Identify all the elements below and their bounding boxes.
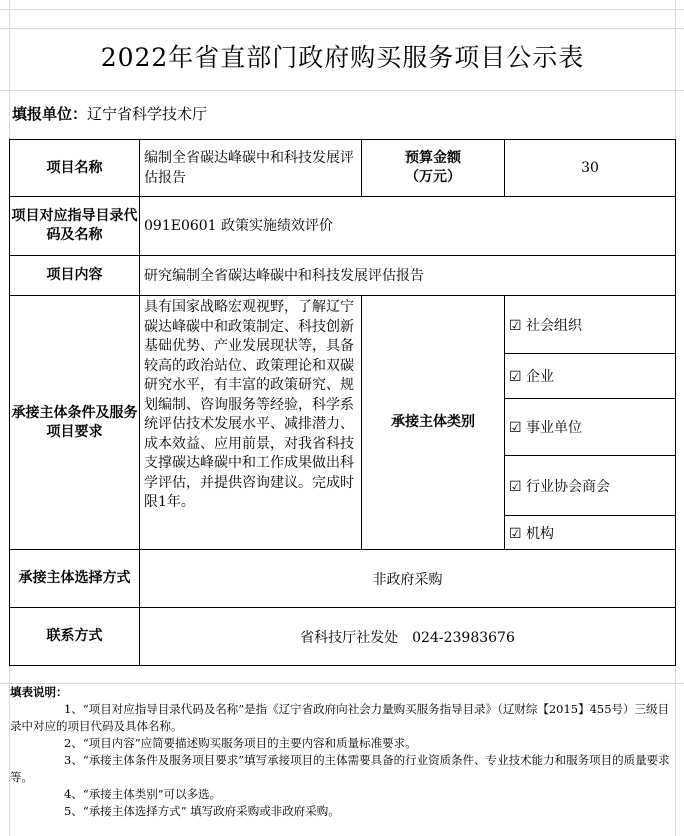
entity-type-option: ☑ 企业 — [505, 354, 676, 399]
project-table — [9, 139, 676, 666]
entity-type-option: ☑ 行业协会商会 — [505, 456, 676, 516]
entity-type-option: ☑ 社会组织 — [505, 296, 676, 354]
content-label: 项目内容 — [10, 256, 140, 296]
table-row — [10, 608, 676, 666]
catalog-label: 项目对应指导目录代码及名称 — [10, 197, 140, 256]
note-item: 4、“承接主体类别”可以多选。 — [64, 787, 222, 801]
budget-value: 30 — [505, 140, 676, 197]
selection-method-label: 承接主体选择方式 — [10, 550, 140, 608]
table-row — [10, 197, 676, 256]
reporting-unit — [12, 103, 207, 124]
requirements-value: 具有国家战略宏观视野，了解辽宁碳达峰碳中和政策制定、科技创新基础优势、产业发展现状等，具备较高的政治站位、政策理论和双碳研究水平，有丰富的政策研究、规划编制、咨询服务等经验，科学系统评估技术发展水平、减排潜力、成本效益、应用前景，对我省科技支撑碳达峰碳中和工作成果做出科学评估，并提供咨询建议。完成时限1年。 — [140, 296, 362, 550]
budget-label-line2: （万元） — [405, 169, 461, 185]
gridline — [0, 28, 684, 29]
note-item: 1、“项目对应指导目录代码及名称”是指《辽宁省政府向社会力量购买服务指导目录》（辽财综【2015】455号）三级目录中对应的项目代码及具体名称。 — [10, 702, 670, 733]
gridline — [0, 90, 684, 91]
contact-value: 省科技厅社发处 024-23983676 — [140, 608, 676, 666]
note-item: 3、“承接主体条件及服务项目要求”填写承接项目的主体需要具备的行业资质条件、专业技术能力和服务项目的质量要求等。 — [10, 753, 670, 784]
note-item: 2、“项目内容”应简要描述购买服务项目的主要内容和质量标准要求。 — [64, 736, 417, 750]
budget-label-line1: 预算金额 — [405, 150, 461, 166]
table-row — [10, 140, 676, 197]
table-row — [10, 550, 676, 608]
entity-type-label: 承接主体类别 — [362, 296, 505, 550]
catalog-value: 091E0601 政策实施绩效评价 — [140, 197, 676, 256]
requirements-label: 承接主体条件及服务项目要求 — [10, 296, 140, 550]
note-item: 5、“承接主体选择方式” 填写政府采购或非政府采购。 — [64, 804, 340, 818]
table-row — [10, 256, 676, 296]
content-value: 研究编制全省碳达峰碳中和科技发展评估报告 — [140, 256, 676, 296]
project-name-label: 项目名称 — [10, 140, 140, 197]
form-notes — [10, 684, 678, 820]
budget-label — [362, 140, 505, 197]
page-title: 2022年省直部门政府购买服务项目公示表 — [100, 43, 585, 72]
notes-heading: 填表说明： — [10, 685, 68, 699]
entity-type-option: ☑ 事业单位 — [505, 399, 676, 456]
table-row — [10, 296, 676, 354]
reporting-unit-label: 填报单位： — [12, 105, 88, 123]
selection-method-value: 非政府采购 — [140, 550, 676, 608]
contact-label: 联系方式 — [10, 608, 140, 666]
entity-type-option: ☑ 机构 — [505, 516, 676, 550]
reporting-unit-value: 辽宁省科学技术厅 — [87, 105, 208, 123]
gridline — [0, 9, 684, 10]
project-name-value: 编制全省碳达峰碳中和科技发展评估报告 — [140, 140, 362, 197]
